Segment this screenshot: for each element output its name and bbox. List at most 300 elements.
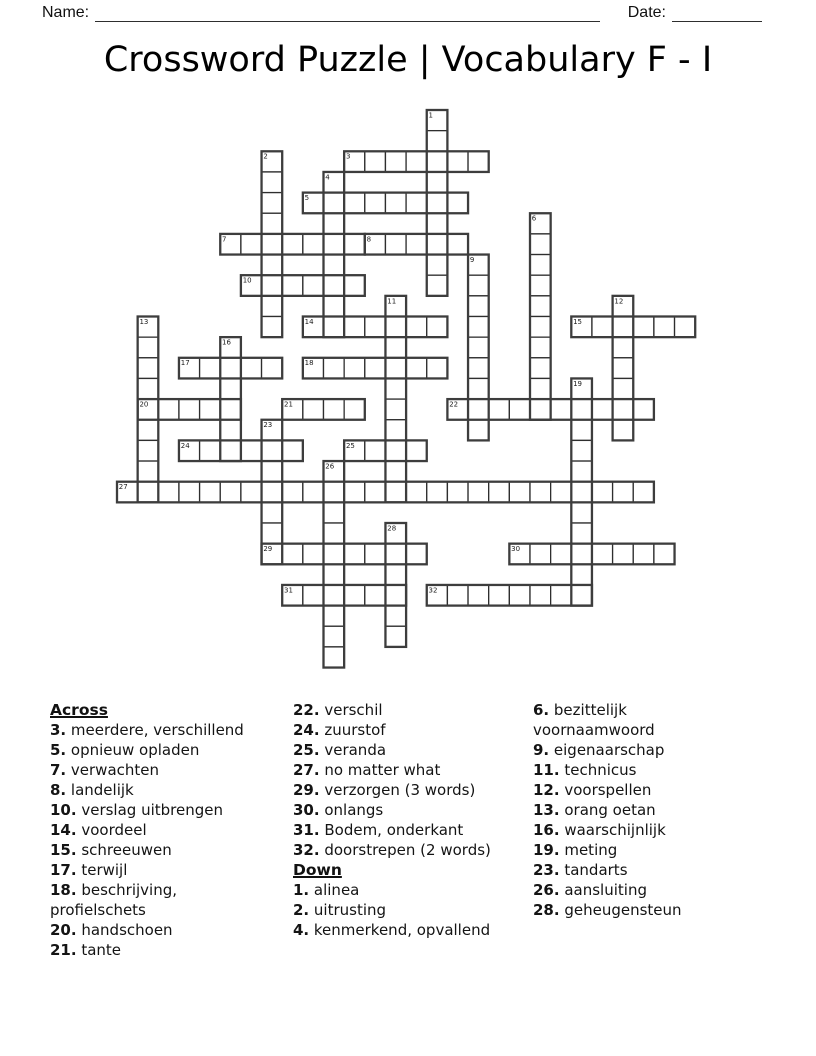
grid-cell — [385, 606, 406, 627]
clue-number: 24. — [293, 721, 320, 739]
clue-item — [533, 740, 710, 760]
cell-number: 25 — [345, 441, 355, 450]
grid-cell — [427, 275, 448, 296]
grid-cell — [447, 482, 468, 503]
grid-cell — [303, 544, 324, 565]
clue-item — [50, 880, 265, 920]
grid-cell — [385, 337, 406, 358]
clue-text: kenmerkend, opvallend — [309, 921, 491, 939]
grid-cell — [344, 482, 365, 503]
cell-number: 9 — [469, 255, 475, 264]
grid-cell — [385, 399, 406, 420]
clue-text: meerdere, verschillend — [66, 721, 244, 739]
grid-cell — [530, 275, 551, 296]
grid-cell — [613, 399, 634, 420]
grid-cell — [385, 317, 406, 338]
cell-number: 3 — [345, 152, 351, 161]
grid-cell — [406, 544, 427, 565]
grid-cell — [282, 275, 303, 296]
grid-cell — [138, 440, 159, 461]
grid-cell — [530, 544, 551, 565]
grid-cell — [613, 317, 634, 338]
grid-cell — [571, 399, 592, 420]
grid-cell — [427, 482, 448, 503]
grid-cell — [427, 317, 448, 338]
clue-number: 6. — [533, 701, 550, 719]
clue-column-3 — [533, 700, 710, 920]
grid-cell — [592, 399, 613, 420]
grid-cell — [447, 234, 468, 255]
clue-text: eigenaarschap — [549, 741, 665, 759]
clue-text: onlangs — [319, 801, 384, 819]
grid-cell — [654, 317, 675, 338]
grid-cell — [324, 523, 345, 544]
grid-cell — [385, 378, 406, 399]
cell-number: 8 — [366, 235, 372, 244]
clue-text: no matter what — [319, 761, 441, 779]
clue-number: 20. — [50, 921, 77, 939]
clue-item — [50, 940, 265, 960]
grid-cell — [385, 626, 406, 647]
grid-cell — [447, 151, 468, 172]
clue-item — [293, 760, 530, 780]
cell-number: 28 — [387, 524, 397, 533]
grid-cell — [489, 399, 510, 420]
grid-cell — [241, 440, 262, 461]
grid-cell — [592, 544, 613, 565]
clue-text: verschil — [319, 701, 383, 719]
grid-cell — [262, 255, 283, 276]
clue-item — [293, 720, 530, 740]
cell-number: 19 — [573, 379, 583, 388]
grid-cell — [571, 585, 592, 606]
grid-cell — [530, 358, 551, 379]
grid-cell — [551, 585, 572, 606]
clue-item — [293, 840, 530, 860]
clue-number: 7. — [50, 761, 67, 779]
grid-cell — [324, 193, 345, 214]
grid-cell — [262, 440, 283, 461]
clue-number: 5. — [50, 741, 67, 759]
grid-cell — [530, 378, 551, 399]
grid-cell — [385, 544, 406, 565]
clue-item — [50, 720, 265, 740]
grid-cell — [365, 151, 386, 172]
grid-cell — [509, 399, 530, 420]
clue-text: verslag uitbrengen — [76, 801, 223, 819]
grid-cell — [427, 151, 448, 172]
cell-number: 12 — [614, 297, 624, 306]
clue-text: terwijl — [76, 861, 128, 879]
grid-cell — [447, 585, 468, 606]
grid-cell — [385, 461, 406, 482]
grid-cell — [571, 523, 592, 544]
grid-cell — [158, 399, 179, 420]
grid-cell — [138, 420, 159, 441]
grid-cell — [406, 358, 427, 379]
cell-number: 2 — [263, 152, 268, 161]
grid-cell — [468, 585, 489, 606]
grid-cell — [530, 482, 551, 503]
grid-cell — [571, 544, 592, 565]
grid-cell — [571, 461, 592, 482]
grid-cell — [220, 399, 241, 420]
grid-cell — [427, 358, 448, 379]
grid-cell — [468, 337, 489, 358]
grid-cell — [324, 585, 345, 606]
cell-number: 1 — [428, 111, 434, 120]
clue-number: 29. — [293, 781, 320, 799]
grid-cell — [324, 358, 345, 379]
clue-item — [50, 860, 265, 880]
clue-text: doorstrepen (2 words) — [319, 841, 491, 859]
grid-cell — [324, 317, 345, 338]
clue-number: 11. — [533, 761, 560, 779]
clue-item — [293, 820, 530, 840]
clue-text: bezittelijk voornaamwoord — [533, 701, 655, 739]
grid-cell — [571, 440, 592, 461]
cell-number: 22 — [449, 400, 459, 409]
grid-cell — [344, 585, 365, 606]
clue-number: 19. — [533, 841, 560, 859]
grid-cell — [200, 399, 221, 420]
grid-cell — [282, 544, 303, 565]
grid-cell — [468, 378, 489, 399]
grid-cell — [262, 502, 283, 523]
grid-cell — [138, 358, 159, 379]
clue-column-2 — [293, 700, 530, 940]
grid-cell — [468, 151, 489, 172]
clue-text: schreeuwen — [76, 841, 172, 859]
grid-cell — [344, 358, 365, 379]
grid-cell — [241, 482, 262, 503]
cell-number: 21 — [284, 400, 293, 409]
clue-item — [533, 860, 710, 880]
clue-number: 14. — [50, 821, 77, 839]
clue-item — [533, 700, 710, 740]
grid-cell — [262, 523, 283, 544]
clue-number: 2. — [293, 901, 310, 919]
cell-number: 14 — [304, 317, 314, 326]
grid-cell — [262, 296, 283, 317]
clue-item — [293, 800, 530, 820]
grid-cell — [468, 275, 489, 296]
cell-number: 10 — [242, 276, 252, 285]
grid-cell — [571, 564, 592, 585]
grid-cell — [262, 482, 283, 503]
grid-cell — [138, 482, 159, 503]
grid-cell — [324, 234, 345, 255]
grid-cell — [406, 440, 427, 461]
clue-number: 30. — [293, 801, 320, 819]
clue-number: 10. — [50, 801, 77, 819]
grid-cell — [406, 234, 427, 255]
grid-cell — [613, 482, 634, 503]
cell-number: 23 — [263, 421, 273, 430]
grid-cell — [427, 213, 448, 234]
grid-cell — [385, 358, 406, 379]
clue-item — [50, 780, 265, 800]
grid-cell — [489, 482, 510, 503]
grid-cell — [138, 461, 159, 482]
clue-item — [533, 760, 710, 780]
grid-cell — [324, 502, 345, 523]
clue-number: 18. — [50, 881, 77, 899]
clue-text: tante — [76, 941, 122, 959]
grid-cell — [262, 234, 283, 255]
grid-cell — [303, 399, 324, 420]
cell-number: 20 — [139, 400, 149, 409]
cell-number: 32 — [428, 586, 438, 595]
clue-item — [533, 840, 710, 860]
grid-cell — [654, 544, 675, 565]
clue-number: 9. — [533, 741, 550, 759]
grid-cell — [179, 482, 200, 503]
grid-cell — [509, 585, 530, 606]
clue-text: voorspellen — [559, 781, 652, 799]
grid-cell — [613, 378, 634, 399]
clue-text: verwachten — [66, 761, 160, 779]
grid-cell — [530, 337, 551, 358]
grid-cell — [551, 544, 572, 565]
grid-cell — [385, 234, 406, 255]
grid-cell — [530, 317, 551, 338]
cell-number: 27 — [118, 483, 128, 492]
grid-cell — [613, 337, 634, 358]
cell-number: 31 — [284, 586, 293, 595]
cell-number: 16 — [222, 338, 231, 347]
clue-number: 22. — [293, 701, 320, 719]
grid-cell — [241, 358, 262, 379]
grid-cell — [324, 606, 345, 627]
clue-text: beschrijving, profielschets — [50, 881, 178, 919]
date-label: Date: — [627, 4, 666, 21]
word-outlines-layer — [117, 110, 695, 668]
grid-cell — [468, 317, 489, 338]
cell-number: 17 — [180, 359, 190, 368]
grid-cell — [633, 482, 654, 503]
grid-cell — [592, 317, 613, 338]
grid-cell — [468, 296, 489, 317]
grid-cell — [489, 585, 510, 606]
cell-number: 4 — [325, 173, 330, 182]
grid-cell — [530, 296, 551, 317]
grid-cell — [385, 482, 406, 503]
clue-number: 4. — [293, 921, 310, 939]
clue-item — [50, 760, 265, 780]
grid-cell — [427, 255, 448, 276]
grid-cell — [530, 234, 551, 255]
clue-text: aansluiting — [559, 881, 647, 899]
clue-number: 26. — [533, 881, 560, 899]
grid-cell — [571, 420, 592, 441]
grid-cell — [200, 482, 221, 503]
grid-cell — [324, 399, 345, 420]
clue-text: opnieuw opladen — [66, 741, 200, 759]
grid-cell — [365, 544, 386, 565]
grid-cell — [365, 440, 386, 461]
grid-cell — [468, 358, 489, 379]
clue-text: Bodem, onderkant — [319, 821, 464, 839]
grid-cell — [262, 358, 283, 379]
clue-number: 8. — [50, 781, 67, 799]
grid-cell — [613, 420, 634, 441]
grid-cell — [220, 482, 241, 503]
clue-item — [50, 800, 265, 820]
clue-number: 25. — [293, 741, 320, 759]
grid-cell — [344, 399, 365, 420]
grid-cell — [427, 193, 448, 214]
grid-cell — [530, 585, 551, 606]
grid-cell — [551, 482, 572, 503]
grid-cell — [262, 172, 283, 193]
clue-text: waarschijnlijk — [559, 821, 666, 839]
grid-cell — [344, 193, 365, 214]
grid-cell — [530, 255, 551, 276]
grid-cell — [406, 482, 427, 503]
clue-column-1 — [50, 700, 265, 960]
clue-item — [293, 780, 530, 800]
grid-cell — [324, 255, 345, 276]
grid-cell — [530, 399, 551, 420]
clue-item — [50, 740, 265, 760]
grid-cell — [385, 151, 406, 172]
grid-cell — [220, 378, 241, 399]
clue-text: verzorgen (3 words) — [319, 781, 476, 799]
grid-cell — [633, 399, 654, 420]
clue-item — [293, 740, 530, 760]
grid-cell — [303, 275, 324, 296]
grid-cell — [406, 151, 427, 172]
clue-text: orang oetan — [559, 801, 656, 819]
grid-cell — [427, 131, 448, 152]
clue-number: 1. — [293, 881, 310, 899]
clue-item — [533, 800, 710, 820]
grid-cell — [303, 234, 324, 255]
cell-number: 5 — [304, 194, 310, 202]
grid-cell — [282, 234, 303, 255]
grid-cell — [675, 317, 696, 338]
clue-item — [293, 920, 530, 940]
cell-number: 13 — [139, 317, 149, 326]
grid-cell — [592, 482, 613, 503]
grid-cell — [262, 275, 283, 296]
grid-cell — [468, 399, 489, 420]
grid-cell — [571, 502, 592, 523]
grid-cell — [220, 420, 241, 441]
clue-item — [533, 900, 710, 920]
clue-list-header: Down — [293, 861, 342, 879]
clue-item — [533, 880, 710, 900]
page-title: Crossword Puzzle | Vocabulary F - I — [103, 40, 713, 80]
grid-cell — [344, 234, 365, 255]
grid-cell — [447, 193, 468, 214]
clue-item — [293, 700, 530, 720]
grid-cell — [324, 564, 345, 585]
clue-item — [533, 780, 710, 800]
clue-number: 3. — [50, 721, 67, 739]
clue-item — [293, 880, 530, 900]
grid-cell — [468, 420, 489, 441]
clue-item — [293, 900, 530, 920]
grid-cell — [158, 482, 179, 503]
grid-cell — [220, 358, 241, 379]
grid-cell — [427, 172, 448, 193]
clue-number: 15. — [50, 841, 77, 859]
grid-cell — [303, 482, 324, 503]
grid-cell — [303, 585, 324, 606]
grid-cell — [633, 544, 654, 565]
grid-cell — [324, 626, 345, 647]
grid-cell — [262, 213, 283, 234]
clue-text: zuurstof — [319, 721, 386, 739]
grid-cell — [344, 275, 365, 296]
clue-number: 13. — [533, 801, 560, 819]
grid-cell — [613, 358, 634, 379]
grid-cell — [365, 482, 386, 503]
grid-cell — [365, 585, 386, 606]
cell-number: 18 — [304, 359, 314, 368]
grid-cell — [262, 193, 283, 214]
clue-text: handschoen — [76, 921, 173, 939]
cell-number: 7 — [222, 235, 227, 244]
grid-cell — [633, 317, 654, 338]
clue-list-header: Across — [50, 701, 108, 719]
grid-cell — [571, 482, 592, 503]
clue-text: voordeel — [76, 821, 147, 839]
grid-cell — [200, 440, 221, 461]
clue-number: 28. — [533, 901, 560, 919]
grid-cell — [179, 399, 200, 420]
grid-cell — [385, 420, 406, 441]
cell-number: 24 — [180, 441, 190, 450]
grid-cell — [220, 440, 241, 461]
cell-number: 29 — [263, 545, 273, 554]
clue-text: alinea — [309, 881, 360, 899]
grid-cell — [262, 461, 283, 482]
grid-cell — [262, 317, 283, 338]
grid-cell — [324, 275, 345, 296]
grid-cell — [324, 544, 345, 565]
grid-cell — [406, 193, 427, 214]
clue-item — [50, 920, 265, 940]
clue-number: 17. — [50, 861, 77, 879]
clue-number: 21. — [50, 941, 77, 959]
grid-cell — [385, 193, 406, 214]
grid-cell — [324, 647, 345, 668]
cell-number: 30 — [511, 545, 521, 554]
clue-number: 23. — [533, 861, 560, 879]
grid-cell — [344, 544, 365, 565]
clue-item — [50, 840, 265, 860]
clue-item — [50, 820, 265, 840]
grid-cell — [509, 482, 530, 503]
clue-text: geheugensteun — [559, 901, 682, 919]
clue-number: 31. — [293, 821, 320, 839]
cell-number: 15 — [573, 317, 583, 326]
clue-text: tandarts — [559, 861, 628, 879]
clue-text: uitrusting — [309, 901, 387, 919]
grid-cell — [468, 482, 489, 503]
grid-cell — [138, 337, 159, 358]
clue-number: 32. — [293, 841, 320, 859]
clue-number: 12. — [533, 781, 560, 799]
grid-cell — [138, 378, 159, 399]
clue-text: landelijk — [66, 781, 134, 799]
grid-cell — [324, 213, 345, 234]
grid-cell — [406, 317, 427, 338]
clue-item — [533, 820, 710, 840]
